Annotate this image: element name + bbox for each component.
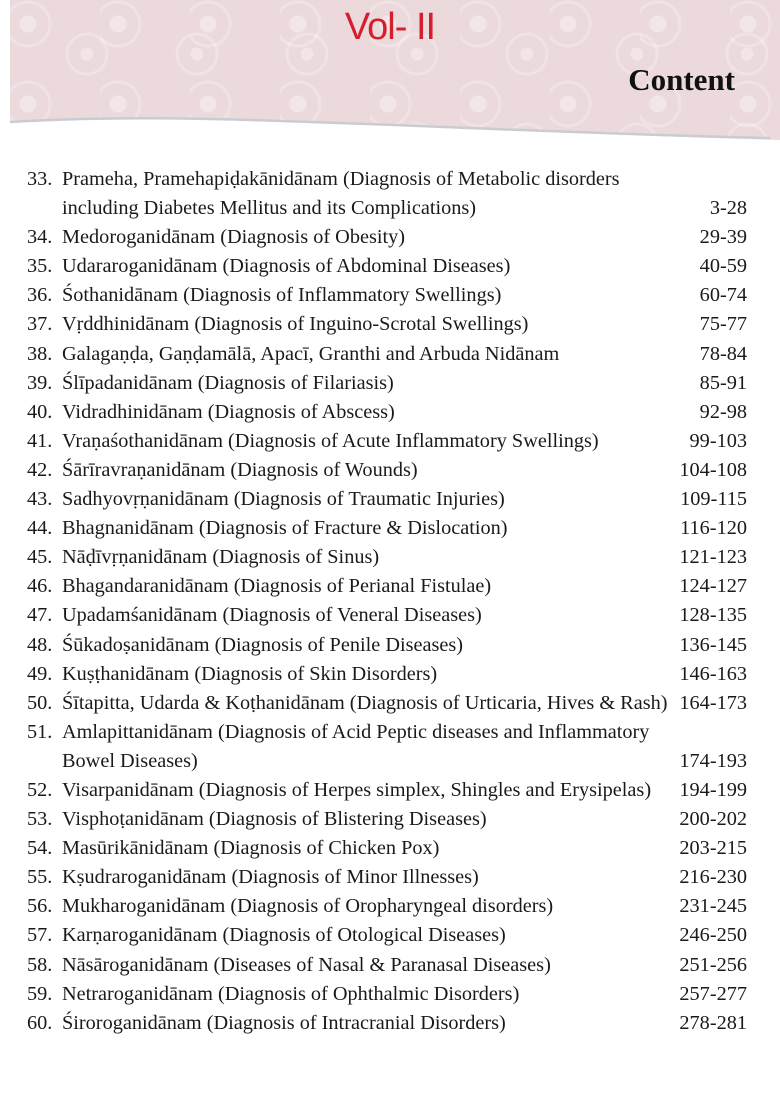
toc-entry <box>27 921 747 950</box>
entry-title: Śiroroganidānam (Diagnosis of Intracranial Disorders) <box>62 1011 506 1034</box>
toc-entry <box>27 1009 747 1038</box>
entry-number: 46. <box>27 575 53 598</box>
entry-pages: 216-230 <box>679 866 747 889</box>
toc-entry <box>27 951 747 980</box>
entry-pages: 194-199 <box>679 778 747 801</box>
entry-number: 58. <box>27 953 53 976</box>
entry-title: Kṣudraroganidānam (Diagnosis of Minor Illnesses) <box>62 866 479 889</box>
entry-pages: 92-98 <box>699 400 747 423</box>
entry-number: 37. <box>27 313 53 336</box>
toc-entry <box>27 252 747 281</box>
entry-number: 59. <box>27 982 53 1005</box>
entry-title: Galagaṇḍa, Gaṇḍamālā, Apacī, Granthi and Arbuda Nidānam <box>62 342 560 365</box>
entry-number: 38. <box>27 342 53 365</box>
header-wave-divider <box>0 100 780 160</box>
entry-title: Kuṣṭhanidānam (Diagnosis of Skin Disorders) <box>62 662 438 685</box>
table-of-contents <box>27 165 747 1038</box>
toc-entry <box>27 398 747 427</box>
toc-entry <box>27 456 747 485</box>
entry-number: 51. <box>27 720 53 743</box>
entry-number: 55. <box>27 866 53 889</box>
entry-pages: 60-74 <box>699 284 747 307</box>
entry-pages: 146-163 <box>679 662 747 685</box>
toc-entry <box>27 223 747 252</box>
entry-title: Vraṇaśothanidānam (Diagnosis of Acute Inflammatory Swellings) <box>62 429 599 452</box>
toc-entry <box>27 631 747 660</box>
entry-pages: 128-135 <box>679 604 747 627</box>
toc-entry <box>27 660 747 689</box>
entry-title: Nāsāroganidānam (Diseases of Nasal & Paranasal Diseases) <box>62 953 551 976</box>
entry-title: Upadamśanidānam (Diagnosis of Veneral Diseases) <box>62 604 482 627</box>
entry-number: 35. <box>27 255 53 278</box>
toc-entry <box>27 834 747 863</box>
entry-title: Śothanidānam (Diagnosis of Inflammatory Swellings) <box>62 284 502 307</box>
entry-pages: 40-59 <box>699 255 747 278</box>
entry-title: Śūkadoṣanidānam (Diagnosis of Penile Diseases) <box>62 633 464 656</box>
toc-entry <box>27 776 747 805</box>
entry-title: Udararoganidānam (Diagnosis of Abdominal Diseases) <box>62 255 511 278</box>
entry-pages: 116-120 <box>680 517 747 540</box>
entry-title: Amlapittanidānam (Diagnosis of Acid Peptic diseases and Inflammatory Bowel Diseases) <box>62 720 650 772</box>
toc-entry <box>27 369 747 398</box>
toc-entry <box>27 514 747 543</box>
entry-title: Karṇaroganidānam (Diagnosis of Otological Diseases) <box>62 924 506 947</box>
entry-title: Prameha, Pramehapiḍakānidānam (Diagnosis of Metabolic disorders including Diabetes Mellitus and its Complications) <box>62 168 620 220</box>
entry-title: Visarpanidānam (Diagnosis of Herpes simplex, Shingles and Erysipelas) <box>62 778 652 801</box>
entry-pages: 174-193 <box>679 749 747 772</box>
toc-entry <box>27 718 747 776</box>
entry-number: 54. <box>27 837 53 860</box>
toc-entry <box>27 689 747 718</box>
entry-title: Śārīravraṇanidānam (Diagnosis of Wounds) <box>62 458 418 481</box>
entry-number: 39. <box>27 371 53 394</box>
toc-entry <box>27 340 747 369</box>
toc-entry <box>27 863 747 892</box>
entry-number: 53. <box>27 808 53 831</box>
toc-entry <box>27 281 747 310</box>
entry-title: Nāḍīvṛṇanidānam (Diagnosis of Sinus) <box>62 546 380 569</box>
entry-number: 43. <box>27 488 53 511</box>
toc-entry <box>27 572 747 601</box>
entry-pages: 109-115 <box>680 488 747 511</box>
entry-number: 44. <box>27 517 53 540</box>
entry-number: 42. <box>27 458 53 481</box>
entry-pages: 99-103 <box>689 429 747 452</box>
entry-title: Mukharoganidānam (Diagnosis of Oropharyngeal disorders) <box>62 895 554 918</box>
entry-number: 49. <box>27 662 53 685</box>
entry-number: 56. <box>27 895 53 918</box>
entry-pages: 75-77 <box>699 313 747 336</box>
entry-pages: 29-39 <box>699 226 747 249</box>
entry-number: 45. <box>27 546 53 569</box>
contents-heading: Content <box>628 62 735 97</box>
entry-title: Masūrikānidānam (Diagnosis of Chicken Pox) <box>62 837 440 860</box>
entry-title: Vidradhinidānam (Diagnosis of Abscess) <box>62 400 395 423</box>
entry-pages: 231-245 <box>679 895 747 918</box>
toc-entry <box>27 165 747 223</box>
toc-entry <box>27 427 747 456</box>
entry-title: Bhagandaranidānam (Diagnosis of Perianal Fistulae) <box>62 575 492 598</box>
entry-number: 40. <box>27 400 53 423</box>
toc-entry <box>27 543 747 572</box>
toc-entry <box>27 485 747 514</box>
entry-title: Netraroganidānam (Diagnosis of Ophthalmic Disorders) <box>62 982 520 1005</box>
entry-pages: 136-145 <box>679 633 747 656</box>
entry-title: Ślīpadanidānam (Diagnosis of Filariasis) <box>62 371 394 394</box>
entry-title: Vṛddhinidānam (Diagnosis of Inguino-Scrotal Swellings) <box>62 313 529 336</box>
entry-number: 36. <box>27 284 53 307</box>
toc-entry <box>27 310 747 339</box>
entry-pages: 121-123 <box>679 546 747 569</box>
entry-number: 60. <box>27 1011 53 1034</box>
entry-number: 48. <box>27 633 53 656</box>
volume-title: Vol- II <box>344 6 436 48</box>
entry-number: 50. <box>27 691 53 714</box>
toc-entry <box>27 805 747 834</box>
entry-pages: 124-127 <box>679 575 747 598</box>
entry-title: Śītapitta, Udarda & Koṭhanidānam (Diagnosis of Urticaria, Hives & Rash) <box>62 691 668 714</box>
entry-pages: 85-91 <box>699 371 747 394</box>
entry-pages: 278-281 <box>679 1011 747 1034</box>
toc-entry <box>27 892 747 921</box>
entry-title: Bhagnanidānam (Diagnosis of Fracture & Dislocation) <box>62 517 508 540</box>
entry-pages: 251-256 <box>679 953 747 976</box>
entry-number: 52. <box>27 778 53 801</box>
entry-pages: 200-202 <box>679 808 747 831</box>
entry-pages: 78-84 <box>699 342 747 365</box>
entry-pages: 164-173 <box>679 691 747 714</box>
entry-pages: 3-28 <box>709 197 747 220</box>
entry-pages: 246-250 <box>679 924 747 947</box>
entry-number: 33. <box>27 168 53 190</box>
toc-entry <box>27 980 747 1009</box>
entry-number: 34. <box>27 226 53 249</box>
entry-number: 57. <box>27 924 53 947</box>
toc-entry <box>27 601 747 630</box>
entry-title: Visphoṭanidānam (Diagnosis of Blistering Diseases) <box>62 808 487 831</box>
entry-pages: 203-215 <box>679 837 747 860</box>
entry-pages: 257-277 <box>679 982 747 1005</box>
entry-number: 47. <box>27 604 53 627</box>
entry-title: Sadhyovṛṇanidānam (Diagnosis of Traumatic Injuries) <box>62 488 505 511</box>
entry-number: 41. <box>27 429 53 452</box>
entry-title: Medoroganidānam (Diagnosis of Obesity) <box>62 226 406 249</box>
entry-pages: 104-108 <box>679 458 747 481</box>
